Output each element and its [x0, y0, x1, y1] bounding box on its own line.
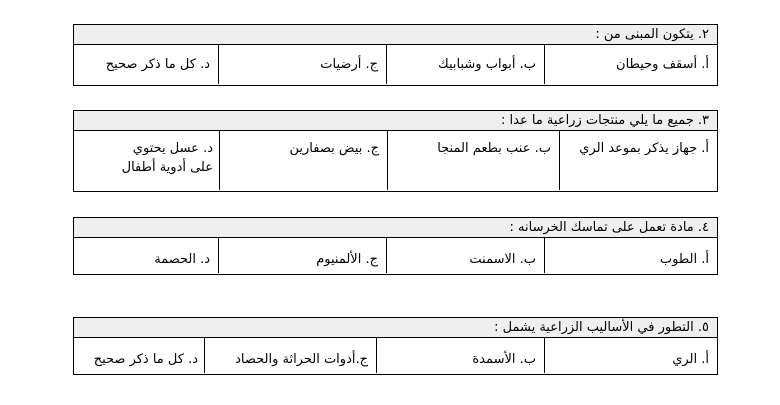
option-c: ج. أرضيات	[218, 45, 386, 84]
option-d: د. الحصمة	[154, 252, 210, 267]
option-a: أ. أسقف وحيطان	[544, 45, 717, 84]
option-d: د. عسل يحتوي على أدوية أطفال	[121, 141, 213, 175]
question-prompt: ٢. يتكون المبنى من :	[74, 25, 717, 45]
option-b: ب. الاسمنت	[386, 238, 544, 273]
option-b: ب. عنب بطعم المنجا	[387, 131, 559, 190]
option-d: د. كل ما ذكر صحيح	[105, 57, 210, 72]
question-block-3	[73, 110, 718, 192]
question-block-4	[73, 217, 718, 275]
option-a: أ. الري	[544, 338, 717, 373]
option-b: ب. الأسمدة	[376, 338, 544, 373]
option-a: أ. جهاز يذكر بموعد الري	[559, 131, 717, 190]
question-block-5	[73, 317, 718, 375]
question-prompt: ٣. جميع ما يلي منتجات زراعية ما عدا :	[74, 111, 717, 131]
option-b: ب. أبواب وشبابيك	[386, 45, 544, 84]
option-a: أ. الطوب	[544, 238, 717, 273]
option-c: ج.أدوات الحراثة والحصاد	[204, 338, 376, 373]
option-c: ج. الألمنيوم	[218, 238, 386, 273]
question-prompt: ٤. مادة تعمل على تماسك الخرسانه :	[74, 218, 717, 238]
option-c: ج. بيض بصفارين	[219, 131, 387, 190]
question-block-2	[73, 24, 718, 86]
option-d: د. كل ما ذكر صحيح	[93, 352, 198, 367]
question-prompt: ٥. التطور في الأساليب الزراعية يشمل :	[74, 318, 717, 338]
